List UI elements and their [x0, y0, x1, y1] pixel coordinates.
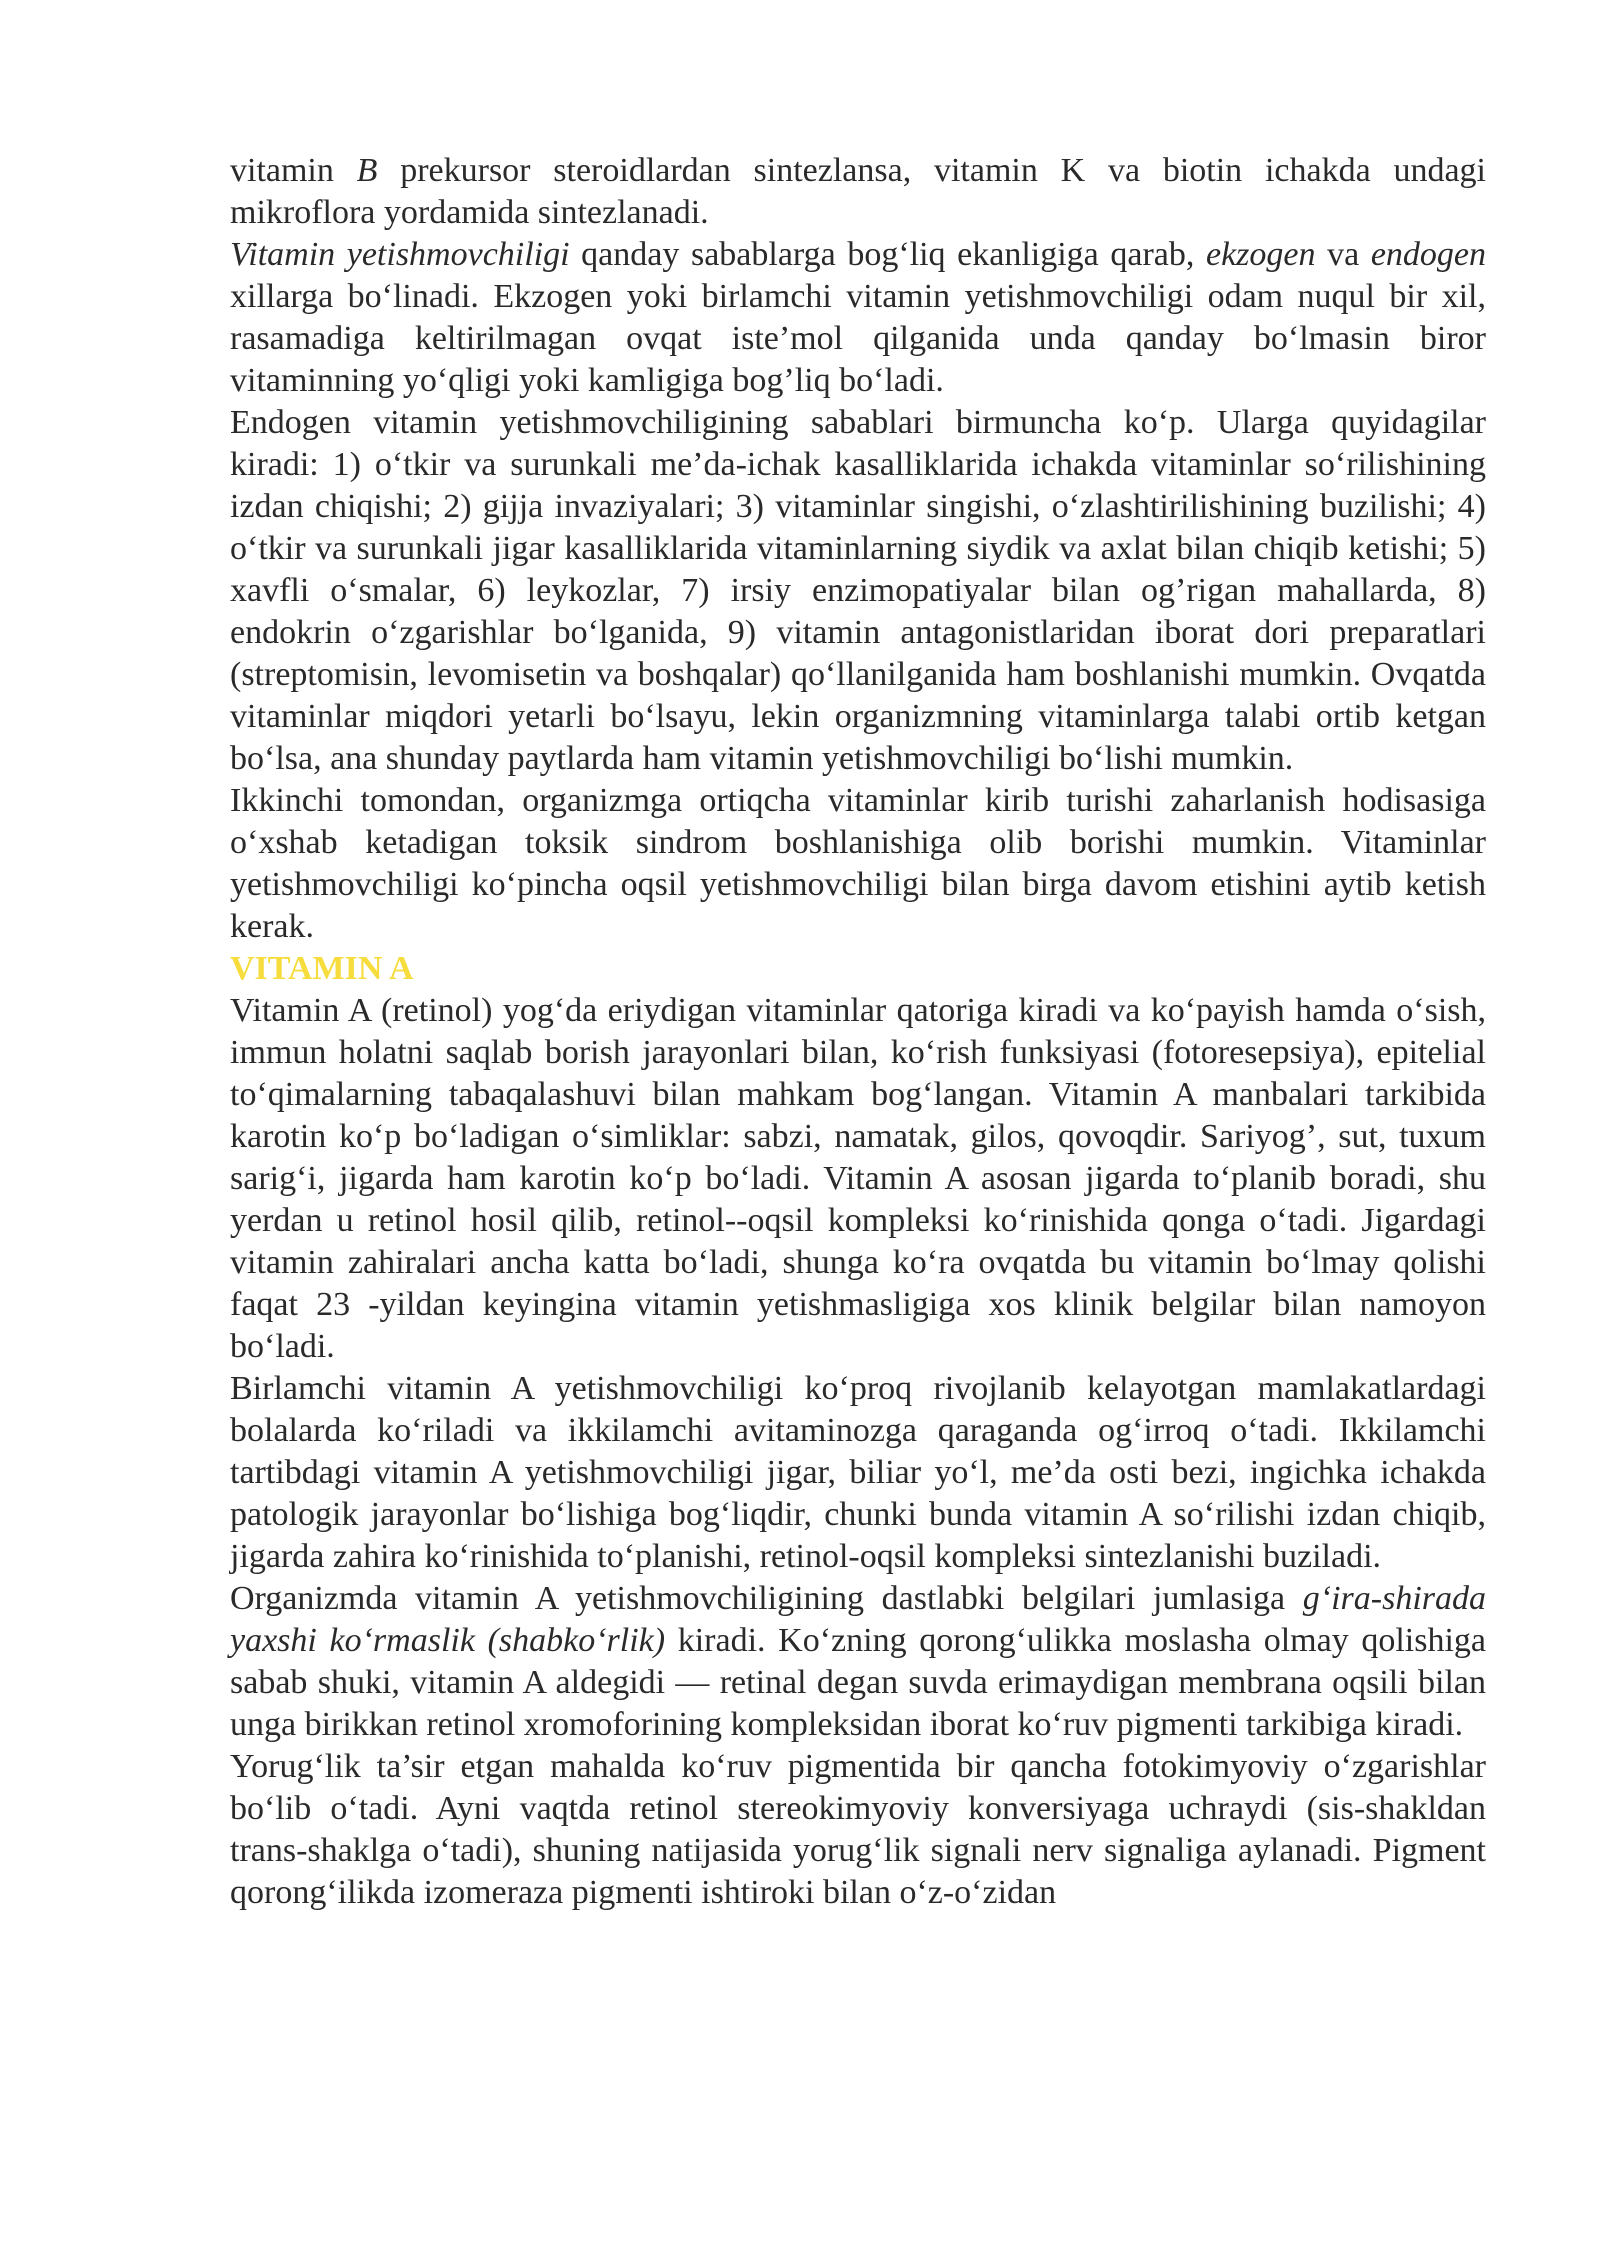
paragraph: [230, 1368, 1486, 1578]
text-run: xillarga bo‘linadi. Ekzogen yoki birlamchi vitamin yetishmovchiligi odam nuqul bir xil, rasamadiga keltirilmagan ovqat iste’mol qilganida unda qanday bo‘lmasin biror vitaminning yo‘qligi yoki kamligiga bog’liq bo‘ladi.: [230, 278, 1486, 399]
text-run: qanday sabablarga bog‘liq ekanligiga qarab,: [569, 236, 1206, 273]
body-text-after: [230, 990, 1486, 1914]
text-run: Endogen vitamin yetishmovchiligining sabablari birmuncha ko‘p. Ularga quyidagilar kiradi: 1) o‘tkir va surunkali me’da-ichak kasalliklarida ichakda vitaminlar so‘rilishining izdan chiqishi; 2) gijja invaziyalari; 3) vitaminlar singishi, o‘zlashtirilishining buzilishi; 4) o‘tkir va surunkali jigar kasalliklarida vitaminlarning siydik va axlat bilan chiqib ketishi; 5) xavfli o‘smalar, 6) leykozlar, 7) irsiy enzimopatiyalar bilan og’rigan mahallarda, 8) endokrin o‘zgarishlar bo‘lganida, 9) vitamin antagonistlaridan iborat dori preparatlari (streptomisin, levomisetin va boshqalar) qo‘llanilganida ham boshlanishi mumkin. Ovqatda vitaminlar miqdori yetarli bo‘lsayu, lekin organizmning vitaminlarga talabi ortib ketgan bo‘lsa, ana shunday paytlarda ham vitamin yetishmovchiligi bo‘lishi mumkin.: [230, 404, 1486, 777]
text-run: va: [1315, 236, 1371, 273]
paragraph: [230, 780, 1486, 948]
italic-term: endogen: [1370, 236, 1487, 273]
paragraph: [230, 990, 1486, 1368]
text-run: prekursor steroidlardan sintezlansa, vitamin K va biotin ichakda undagi mikroflora yordamida sintezlanadi.: [230, 152, 1486, 231]
italic-term: Vitamin yetishmovchiligi: [230, 236, 570, 273]
text-run: kiradi. Ko‘zning qorong‘ulikka moslasha olmay qolishiga sabab shuki, vitamin A aldegidi — retinal degan suvda erimaydigan membrana oqsili bilan unga birikkan retinol xromoforining kompleksidan iborat ko‘ruv pigmenti tarkibiga kiradi.: [230, 1622, 1486, 1743]
body-text-before: [230, 150, 1486, 948]
paragraph: [230, 150, 1486, 234]
paragraph: [230, 1746, 1486, 1914]
text-run: Yorug‘lik ta’sir etgan mahalda ko‘ruv pigmentida bir qancha fotokimyoviy o‘zgarishlar bo‘lib o‘tadi. Ayni vaqtda retinol stereokimyoviy konversiyaga uchraydi (sis-shakldan trans-shaklga o‘tadi), shuning natijasida yorug‘lik signali nerv signaliga aylanadi. Pigment qorong‘ilikda izomeraza pigmenti ishtiroki bilan o‘z-o‘zidan: [230, 1748, 1486, 1911]
document-page: [230, 150, 1486, 1914]
text-run: vitamin: [230, 152, 357, 189]
italic-term: ekzogen: [1206, 236, 1316, 273]
italic-term: g‘ira-shirada yaxshi ko‘rmaslik (shabko‘rlik): [230, 1580, 1486, 1659]
text-run: Vitamin A (retinol) yog‘da eriydigan vitaminlar qatoriga kiradi va ko‘payish hamda o‘sish, immun holatni saqlab borish jarayonlari bilan, ko‘rish funksiyasi (fotoresepsiya), epitelial to‘qimalarning tabaqalashuvi bilan mahkam bog‘langan. Vitamin A manbalari tarkibida karotin ko‘p bo‘ladigan o‘simliklar: sabzi, namatak, gilos, qovoqdir. Sariyog’, sut, tuxum sarig‘i, jigarda ham karotin ko‘p bo‘ladi. Vitamin A asosan jigarda to‘planib boradi, shu yerdan u retinol hosil qilib, retinol--oqsil kompleksi ko‘rinishida qonga o‘tadi. Jigardagi vitamin zahiralari ancha katta bo‘ladi, shunga ko‘ra ovqatda bu vitamin bo‘lmay qolishi faqat 23 -yildan keyingina vitamin yetishmasligiga xos klinik belgilar bilan namoyon bo‘ladi.: [230, 992, 1486, 1365]
italic-term: B: [356, 152, 378, 189]
text-run: Organizmda vitamin A yetishmovchiligining dastlabki belgilari jumlasiga: [230, 1580, 1303, 1617]
text-run: Ikkinchi tomondan, organizmga ortiqcha vitaminlar kirib turishi zaharlanish hodisasiga o‘xshab ketadigan toksik sindrom boshlanishiga olib borishi mumkin. Vitaminlar yetishmovchiligi ko‘pincha oqsil yetishmovchiligi bilan birga davom etishini aytib ketish kerak.: [230, 782, 1486, 945]
paragraph: [230, 402, 1486, 780]
paragraph: [230, 1578, 1486, 1746]
text-run: Birlamchi vitamin A yetishmovchiligi ko‘proq rivojlanib kelayotgan mamlakatlardagi bolalarda ko‘riladi va ikkilamchi avitaminozga qaraganda og‘irroq o‘tadi. Ikkilamchi tartibdagi vitamin A yetishmovchiligi jigar, biliar yo‘l, me’da osti bezi, ingichka ichakda patologik jarayonlar bo‘lishiga bog‘liqdir, chunki bunda vitamin A so‘rilishi izdan chiqib, jigarda zahira ko‘rinishida to‘planishi, retinol-oqsil kompleksi sintezlanishi buziladi.: [230, 1370, 1486, 1575]
section-heading: VITAMIN A: [230, 950, 414, 987]
paragraph: [230, 234, 1486, 402]
